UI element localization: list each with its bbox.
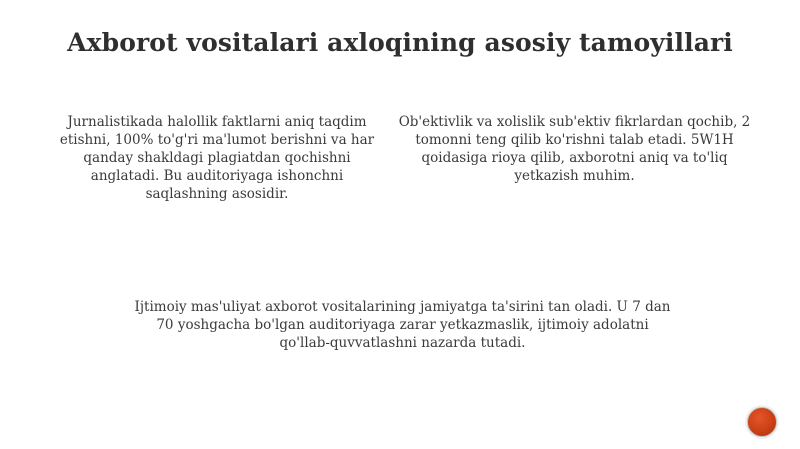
objectivity-paragraph: Ob'ektivlik va xolislik sub'ektiv fikrlardan qochib, 2 tomonni teng qilib ko'rishni talab etadi. 5W1H qoidasiga rioya qilib, axborotni aniq va to'liq yetkazish muhim. (398, 114, 751, 184)
slide-title: Axborot vositalari axloqining asosiy tamoyillari (67, 28, 733, 57)
integrity-paragraph: Jurnalistikada halollik faktlarni aniq taqdim etishni, 100% to'g'ri ma'lumot berishni va har qanday shakldagi plagiatdan qochishni anglatadi. Bu auditoriyaga ishonchni saqlashning asosidir. (59, 114, 375, 202)
social-responsibility-paragraph: Ijtimoiy mas'uliyat axborot vositalarining jamiyatga ta'sirini tan oladi. U 7 dan 70 yoshgacha bo'lgan auditoriyaga zarar yetkazmaslik, ijtimoiy adolatni qo'llab-quvvatlashni nazarda tutadi. (134, 299, 671, 351)
next-slide-button[interactable] (747, 407, 777, 437)
